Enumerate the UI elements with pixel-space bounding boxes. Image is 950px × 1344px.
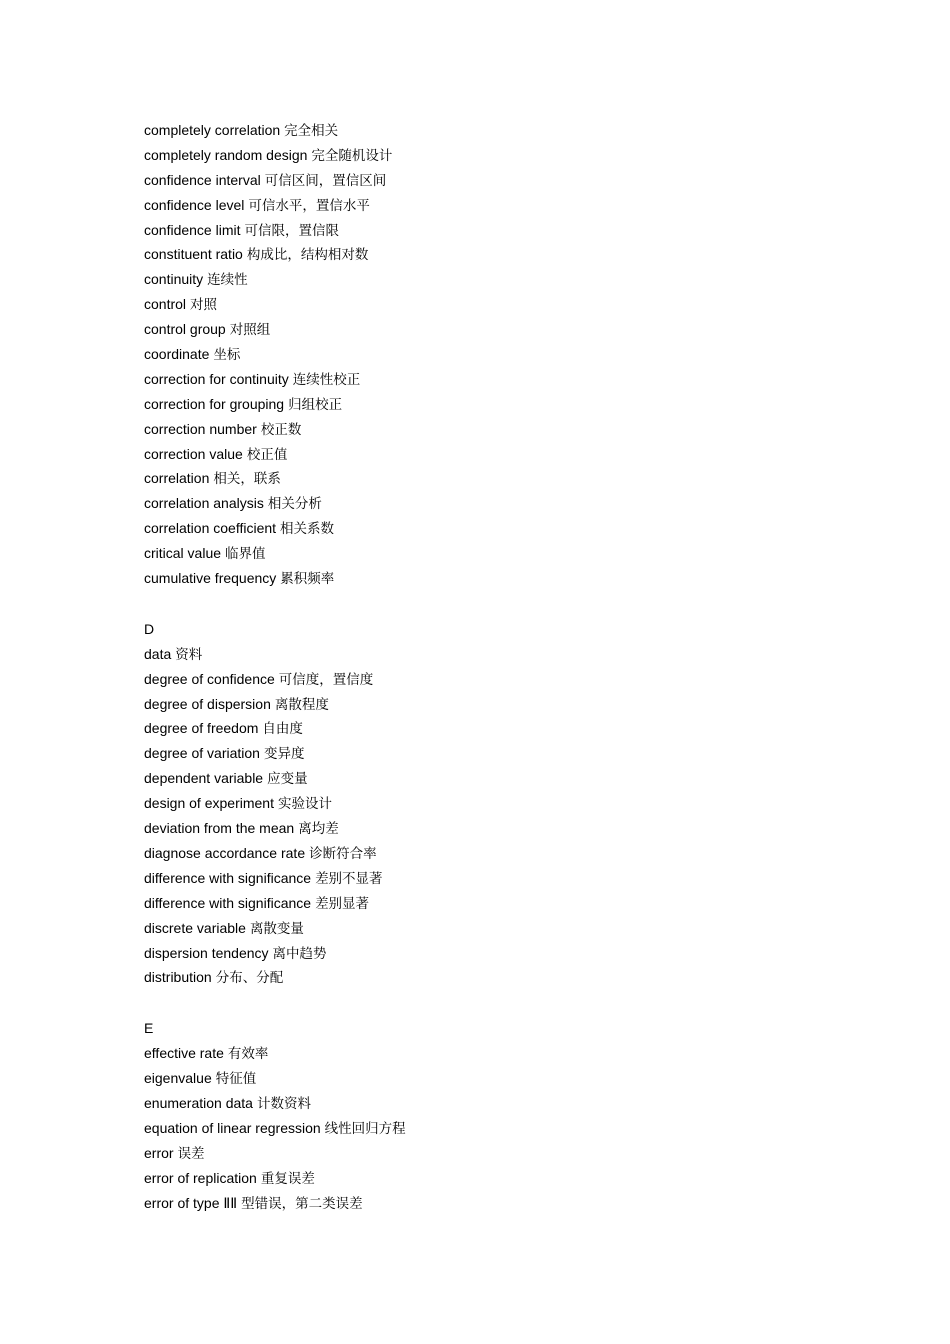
term-en: control [144,296,187,313]
term-en: eigenvalue [144,1070,212,1087]
term-en: correlation analysis [144,495,264,512]
glossary-entry [144,642,904,667]
term-zh: 分布、分配 [215,970,284,987]
term-en: effective rate [144,1045,224,1062]
glossary-entry [144,791,904,816]
term-zh: 构成比，结构相对数 [246,247,369,264]
glossary-page [144,118,904,1215]
glossary-entry [144,916,904,941]
glossary-entry [144,1191,904,1216]
term-zh: 完全相关 [284,123,339,139]
term-zh: 相关分析 [267,496,322,513]
glossary-entry [144,218,904,243]
term-en: correlation coefficient [144,520,277,537]
glossary-entry [144,1166,904,1191]
section-letter: E [144,1020,154,1037]
term-en: correction value [144,445,243,462]
term-en: correlation [144,470,210,487]
term-zh: 误差 [177,1145,205,1162]
term-zh: 资料 [175,646,203,663]
term-zh: 离散变量 [249,920,304,937]
term-en: completely random design [144,146,308,163]
term-zh: 可信区间，置信区间 [264,172,387,189]
term-zh: 离中趋势 [272,945,327,962]
term-zh: 临界值 [225,546,266,563]
glossary-entry [144,716,904,741]
term-zh: 有效率 [227,1046,269,1063]
term-en: degree of freedom [144,720,259,737]
section-e [144,1016,904,1215]
glossary-entry [144,516,904,541]
term-zh: 自由度 [262,721,303,738]
glossary-entry [144,442,904,467]
glossary-entry [144,168,904,193]
glossary-entry [144,118,904,143]
term-en: completely correlation [144,122,281,138]
term-zh: 差别不显著 [315,870,383,887]
term-en: confidence limit [144,221,241,238]
term-en: error of type ⅡⅡ [144,1194,238,1211]
term-en: confidence interval [144,171,261,188]
glossary-entry [144,541,904,566]
glossary-entry [144,417,904,442]
glossary-entry [144,1041,904,1066]
term-zh: 对照组 [229,322,271,339]
term-en: confidence level [144,196,245,213]
term-en: cumulative frequency [144,570,277,587]
term-zh: 型错误，第二类误差 [241,1195,363,1212]
term-zh: 连续性校正 [292,371,361,388]
term-en: degree of confidence [144,670,275,687]
term-zh: 离散程度 [274,696,329,713]
term-en: degree of dispersion [144,695,271,712]
glossary-entry [144,1141,904,1166]
term-en: critical value [144,545,222,562]
glossary-entry [144,143,904,168]
term-en: control group [144,321,226,338]
term-zh: 归组校正 [288,396,343,413]
term-zh: 连续性 [207,272,248,289]
term-zh: 实验设计 [277,796,332,813]
term-en: design of experiment [144,795,274,812]
glossary-entry [144,866,904,891]
term-zh: 相关系数 [280,521,335,538]
term-zh: 校正值 [246,446,288,463]
term-zh: 坐标 [213,347,241,364]
term-en: correction number [144,420,257,437]
term-zh: 完全随机设计 [311,147,393,164]
term-zh: 可信水平，置信水平 [248,197,370,214]
term-zh: 可信度，置信度 [278,671,374,688]
term-zh: 诊断符合率 [309,845,377,862]
glossary-entry [144,267,904,292]
term-en: distribution [144,969,212,986]
term-en: correction for grouping [144,395,285,412]
glossary-entry [144,965,904,990]
term-zh: 差别显著 [315,895,370,912]
section-d [144,617,904,990]
glossary-entry [144,193,904,218]
term-zh: 应变量 [267,771,308,788]
glossary-entry [144,667,904,692]
glossary-entry [144,891,904,916]
glossary-entry [144,692,904,717]
term-zh: 相关，联系 [213,471,281,488]
term-en: correction for continuity [144,370,289,387]
term-en: coordinate [144,346,210,363]
glossary-entry [144,292,904,317]
term-en: difference with significance [144,894,312,911]
term-zh: 变异度 [263,746,305,763]
term-en: diagnose accordance rate [144,844,306,861]
term-zh: 校正数 [260,421,302,438]
glossary-entry [144,342,904,367]
term-zh: 离均差 [298,821,339,838]
term-zh: 累积频率 [280,571,335,588]
section-letter: D [144,620,155,637]
term-en: data [144,645,172,662]
term-en: dependent variable [144,770,264,787]
term-en: error of replication [144,1169,257,1186]
term-en: discrete variable [144,919,246,936]
glossary-entry [144,466,904,491]
glossary-entry [144,317,904,342]
term-en: deviation from the mean [144,820,295,837]
term-zh: 对照 [190,297,218,314]
term-en: degree of variation [144,745,260,762]
glossary-entry [144,941,904,966]
term-en: dispersion tendency [144,944,269,961]
term-en: equation of linear regression [144,1119,321,1136]
term-zh: 特征值 [215,1071,257,1088]
glossary-entry [144,841,904,866]
glossary-entry [144,1116,904,1141]
section-c [144,118,904,591]
glossary-entry [144,766,904,791]
term-en: continuity [144,271,204,288]
glossary-entry [144,741,904,766]
glossary-entry [144,566,904,591]
glossary-entry [144,392,904,417]
glossary-entry [144,242,904,267]
glossary-entry [144,816,904,841]
term-zh: 重复误差 [260,1170,315,1187]
glossary-entry [144,1091,904,1116]
term-en: enumeration data [144,1094,253,1111]
term-zh: 计数资料 [256,1095,311,1112]
glossary-entry [144,367,904,392]
term-zh: 线性回归方程 [324,1120,406,1137]
glossary-entry [144,1066,904,1091]
glossary-entry [144,491,904,516]
term-en: constituent ratio [144,246,243,263]
term-en: error [144,1144,174,1161]
term-en: difference with significance [144,869,312,886]
term-zh: 可信限，置信限 [244,222,339,239]
